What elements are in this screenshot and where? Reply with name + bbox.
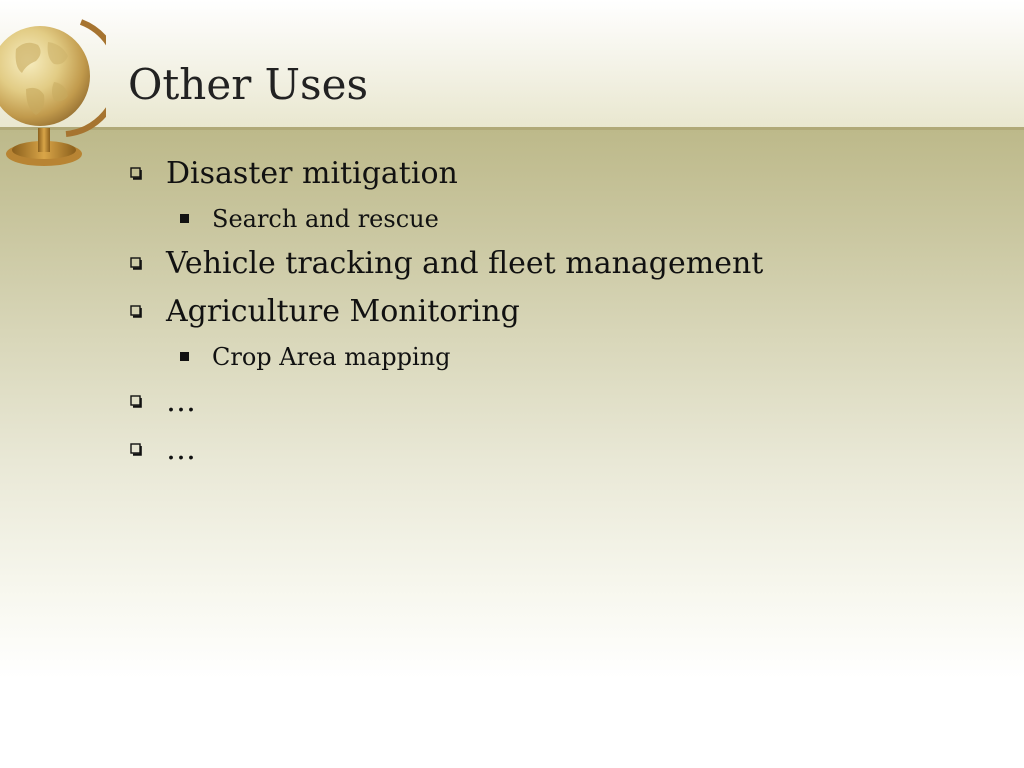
bullet-text: Disaster mitigation [166,156,458,191]
sub-bullet-item [128,336,998,378]
bullet-item [128,378,998,426]
filled-square-bullet-icon [180,352,189,361]
globe-icon [0,4,106,174]
bullet-text: … [166,432,196,467]
sub-bullet-text: Crop Area mapping [212,343,451,371]
bullet-text: Vehicle tracking and fleet management [166,246,764,281]
bullet-item [128,150,998,198]
bullet-item [128,426,998,474]
sub-bullet-item [128,198,998,240]
bullet-item [128,240,998,288]
slide-title: Other Uses [128,60,369,109]
hollow-box-bullet-icon [130,257,144,271]
hollow-box-bullet-icon [130,305,144,319]
hollow-box-bullet-icon [130,395,144,409]
bullet-text: … [166,384,196,419]
sub-bullet-text: Search and rescue [212,205,439,233]
hollow-box-bullet-icon [130,167,144,181]
filled-square-bullet-icon [180,214,189,223]
bullet-list [128,150,998,474]
bullet-item [128,288,998,336]
bullet-text: Agriculture Monitoring [166,294,520,329]
hollow-box-bullet-icon [130,443,144,457]
